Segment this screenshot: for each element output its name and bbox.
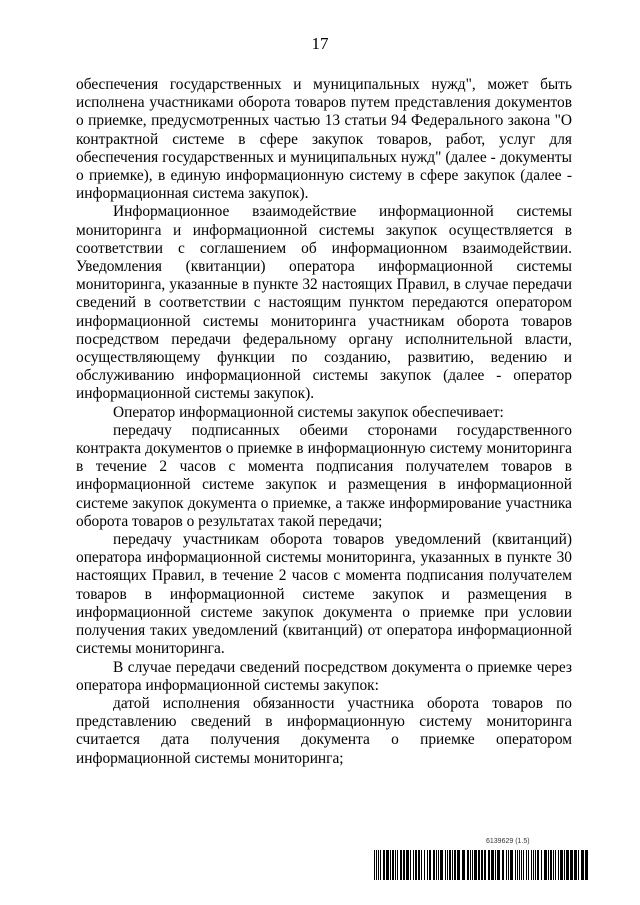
document-code: 6139629 (1.5) <box>486 838 530 845</box>
paragraph-date-fulfillment: датой исполнения обязанности участника оборота товаров по представлению сведений в информационную систему мониторинга считается дата получения документа о приемке оператором информационной системы мониторинга; <box>76 694 572 767</box>
paragraph-continuation: обеспечения государственных и муниципальных нужд", может быть исполнена участниками оборота товаров путем представления документов о приемке, предусмотренных частью 13 статьи 94 Федерального закона "О контрактной системе в сфере закупок товаров, работ, услуг для обеспечения государственных и муниципальных нужд" (далее - документы о приемке), в единую информационную систему в сфере закупок (далее - информационная система закупок). <box>76 76 572 203</box>
page-number: 17 <box>311 34 329 53</box>
barcode-icon <box>374 850 588 880</box>
paragraph-information-interaction: Информационное взаимодействие информационной системы мониторинга и информационной системы закупок осуществляется в соответствии с соглашением об информационном взаимодействии. Уведомления (квитанции) оператора информационной системы мониторинга, указанные в пункте 32 настоящих Правил, в случае передачи сведений в соответствии с настоящим пунктом передаются оператором информационной системы мониторинга участникам оборота товаров посредством передачи федеральному органу исполнительной власти, осуществляющему функции по созданию, развитию, ведению и обслуживанию информационной системы закупок (далее - оператор информационной системы закупок). <box>76 203 572 403</box>
document-body <box>76 76 572 768</box>
paragraph-transfer-notifications: передачу участникам оборота товаров уведомлений (квитанций) оператора информационной системы мониторинга, указанных в пункте 30 настоящих Правил, в течение 2 часов с момента подписания получателем товаров в информационной системе закупок и размещения в информационной системе закупок документа о приемке при условии получения таких уведомлений (квитанций) от оператора информационной системы мониторинга. <box>76 531 572 658</box>
paragraph-operator-provides: Оператор информационной системы закупок обеспечивает: <box>113 403 504 421</box>
paragraph-transfer-documents: передачу подписанных обеими сторонами государственного контракта документов о приемке в информационную систему мониторинга в течение 2 часов с момента подписания получателем товаров в информационной системе закупок и размещения в информационной системе закупок документа о приемке, а также информирование участника оборота товаров о результатах такой передачи; <box>76 421 572 530</box>
paragraph-case-transfer: В случае передачи сведений посредством документа о приемке через оператора информационной системы закупок: <box>76 658 572 694</box>
